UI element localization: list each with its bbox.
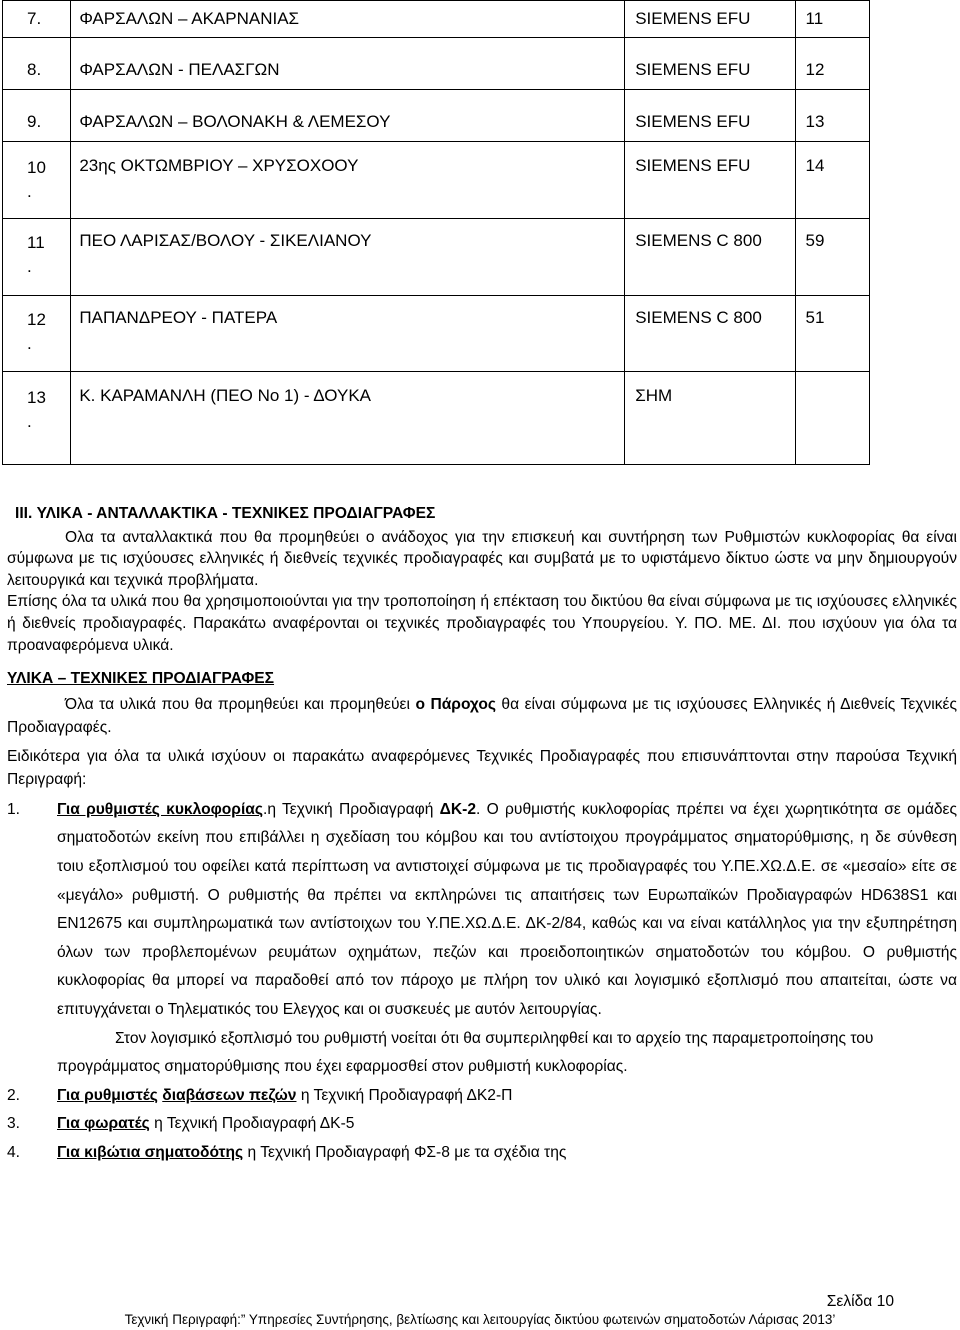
junction-code: 51: [795, 296, 869, 372]
spec-link[interactable]: Για φωρατές: [57, 1115, 150, 1133]
controller-type: SIEMENS C 800: [625, 296, 795, 372]
spec-link[interactable]: Για ρυθμιστές κυκλοφορίας: [57, 800, 263, 818]
junction-name: ΦΑΡΣΑΛΩΝ – ΑΚΑΡΝΑΝΙΑΣ: [71, 1, 625, 38]
table-row: [3, 142, 870, 219]
table-row: [3, 38, 870, 90]
materials-heading: ΥΛΙΚΑ – ΤΕΧΝΙΚΕΣ ΠΡΟΔΙΑΓΡΑΦΕΣ: [7, 670, 275, 688]
controller-type: SIEMENS EFU: [625, 1, 795, 38]
controller-type: SIEMENS EFU: [625, 90, 795, 142]
junction-code: 12: [795, 38, 869, 90]
list-item: [7, 1110, 957, 1139]
row-number: 7.: [3, 1, 71, 38]
text: . Ο ρυθμιστής κυκλοφορίας πρέπει να έχει χωρητικότητα σε ομάδες σηματοδοτών εκείνη που επιβάλλει η σχεδίαση του κόμβου και του αντίστοιχου προγράμματος σηματορύθμισης, η δε σύνθεση τοιυ εξοπλισμού του οφείλει κατά περίπτωση να αντιστοιχεί σύμφωνα με τις προδιαγραφές του Υ.ΠΕ.ΧΩ.Δ.Ε. σε «μεσαίο» είτε σε «μεγάλο» ρυθμιστή. Ο ρυθμιστής θα πρέπει να εκπληρώνει τις απαιτήσεις των Ευρωπαϊκών Προδιαγραφών HD638S1 και EN12675 και συμπληρωματικά των αντίστοιχων του Υ.ΠΕ.ΧΩ.Δ.Ε. ΔΚ-2/84, καθώς και να είναι κατάλληλος για την εξυπηρέτηση όλων των προβλεπομένων ρευμάτων οχημάτων, πεζών και προειδοποιητικών σηματοδοτών του κόμβου. Ο ρυθμιστής κυκλοφορίας θα μπορεί να παραδοθεί από τον πάροχο με πλήρη τον υλικό και λογισμικό εξοπλισμό που απαιτείται, ώστε να επιτυγχάνεται ο Τηλεματικός του Ελεγχος και οι συσκευές με αυτόν λειτουργίας.: [57, 800, 957, 1018]
text: η Τεχνική Προδιαγραφή ΦΣ-8 με τα σχέδια της: [243, 1143, 567, 1161]
table-row: [3, 296, 870, 372]
spec-list: [7, 796, 957, 1168]
junction-code: 59: [795, 219, 869, 296]
row-number: 9.: [3, 90, 71, 142]
list-item: [7, 1082, 957, 1111]
junction-name: 23ης ΟΚΤΩΜΒΡΙΟΥ – ΧΡΥΣΟΧΟΟΥ: [71, 142, 625, 219]
paragraph: Επίσης όλα τα υλικά που θα χρησιμοποιούνται για την τροποποίηση ή επέκταση του δικτύου θα είναι σύμφωνα με τις ισχύουσες ελληνικές ή διεθνείς προδιαγραφές. Παρακάτω αναφέρονται οι τεχνικές προδιαγραφές του Υπουργείου. Υ. ΠΟ. ΜΕ. ΔΙ. που ισχύουν για όλα τα προαναφερόμενα υλικά.: [7, 593, 957, 654]
junction-code: 11: [795, 1, 869, 38]
paragraph: Ειδικότερα για όλα τα υλικά ισχύουν οι παρακάτω αναφερόμενες Τεχνικές Προδιαγραφές που επισυνάπτονται στην παρούσα Τεχνική Περιγραφή:: [7, 747, 957, 788]
junction-code: 14: [795, 142, 869, 219]
controller-type: SIEMENS EFU: [625, 142, 795, 219]
note: Στον λογισμικό εξοπλισμό του ρυθμιστή νοείται ότι θα συμπεριληφθεί και το αρχείο της παραμετροποίησης του προγράμματος σηματορύθμισης που έχει εφαρμοσθεί στον ρυθμιστή κυκλοφορίας.: [57, 1029, 874, 1076]
row-number: 11 .: [3, 219, 71, 296]
list-item: [7, 796, 957, 1025]
page-number: Σελίδα 10: [826, 1293, 894, 1310]
text: θα είναι σύμφωνα με τις ισχύουσες Ελληνικές ή Διεθνείς Τεχνικές Προδιαγραφές.: [7, 695, 957, 736]
controller-type: ΣΗΜ: [625, 372, 795, 465]
text: .η Τεχνική Προδιαγραφή: [262, 800, 440, 818]
controller-type: SIEMENS EFU: [625, 38, 795, 90]
spec-link[interactable]: διαβάσεων πεζών: [162, 1086, 297, 1104]
list-item: [7, 1139, 957, 1168]
paragraph: Ολα τα ανταλλακτικά που θα προμηθεύει ο ανάδοχος για την επισκευή και συντήρηση των Ρυθμιστών κυκλοφορίας θα είναι σύμφωνα με τις ισχύουσες ελληνικές ή διεθνείς τεχνικές προδιαγραφές και συμβατά με το υφιστάμενο δίκτυο ώστε να μην δημιουργούν λειτουργικά και τεχνικά προβλήματα.: [7, 528, 957, 589]
junction-name: Κ. ΚΑΡΑΜΑΝΛΗ (ΠΕΟ Νο 1) - ΔΟΥΚΑ: [71, 372, 625, 465]
table-row: [3, 1, 870, 38]
section-heading: III. ΥΛΙΚΑ - ΑΝΤΑΛΛΑΚΤΙΚΑ - ΤΕΧΝΙΚΕΣ ΠΡΟΔΙΑΓΡΑΦΕΣ: [15, 505, 436, 522]
provider-term: ο Πάροχος: [415, 695, 496, 713]
table-row: [3, 219, 870, 296]
table-row: [3, 372, 870, 465]
document-body: [7, 503, 957, 1167]
junction-code: 13: [795, 90, 869, 142]
table-row: [3, 90, 870, 142]
text: η Τεχνική Προδιαγραφή ΔΚ2-Π: [296, 1086, 513, 1104]
list-number: 2.: [7, 1086, 21, 1104]
controller-type: SIEMENS C 800: [625, 219, 795, 296]
text: Όλα τα υλικά που θα προμηθεύει και προμηθεύει: [65, 695, 416, 713]
junction-name: ΦΑΡΣΑΛΩΝ - ΠΕΛΑΣΓΩΝ: [71, 38, 625, 90]
paragraph: [7, 693, 957, 739]
junction-name: ΦΑΡΣΑΛΩΝ – ΒΟΛΟΝΑΚΗ & ΛΕΜΕΣΟΥ: [71, 90, 625, 142]
row-number: 8.: [3, 38, 71, 90]
spec-code: ΔΚ-2: [439, 800, 477, 818]
junction-name: ΠΕΟ ΛΑΡΙΣΑΣ/ΒΟΛΟΥ - ΣΙΚΕΛΙΑΝΟΥ: [71, 219, 625, 296]
junction-table: [2, 0, 870, 465]
junction-name: ΠΑΠΑΝΔΡΕΟΥ - ΠΑΤΕΡΑ: [71, 296, 625, 372]
row-number: 12 .: [3, 296, 71, 372]
list-number: 3.: [7, 1115, 21, 1133]
list-number: 4.: [7, 1143, 21, 1161]
list-number: 1.: [7, 800, 21, 818]
junction-code: [795, 372, 869, 465]
spec-link[interactable]: Για κιβώτια σηματοδότης: [57, 1143, 244, 1161]
text: η Τεχνική Προδιαγραφή ΔΚ-5: [149, 1115, 355, 1133]
row-number: 13 .: [3, 372, 71, 465]
row-number: 10 .: [3, 142, 71, 219]
page-footer: Τεχνική Περιγραφή:” Υπηρεσίες Συντήρησης, βελτίωσης και λειτουργίας δικτύου φωτεινών σηματοδοτών Λάρισας 2013’: [124, 1312, 836, 1327]
spec-link[interactable]: Για ρυθμιστές: [57, 1086, 158, 1104]
